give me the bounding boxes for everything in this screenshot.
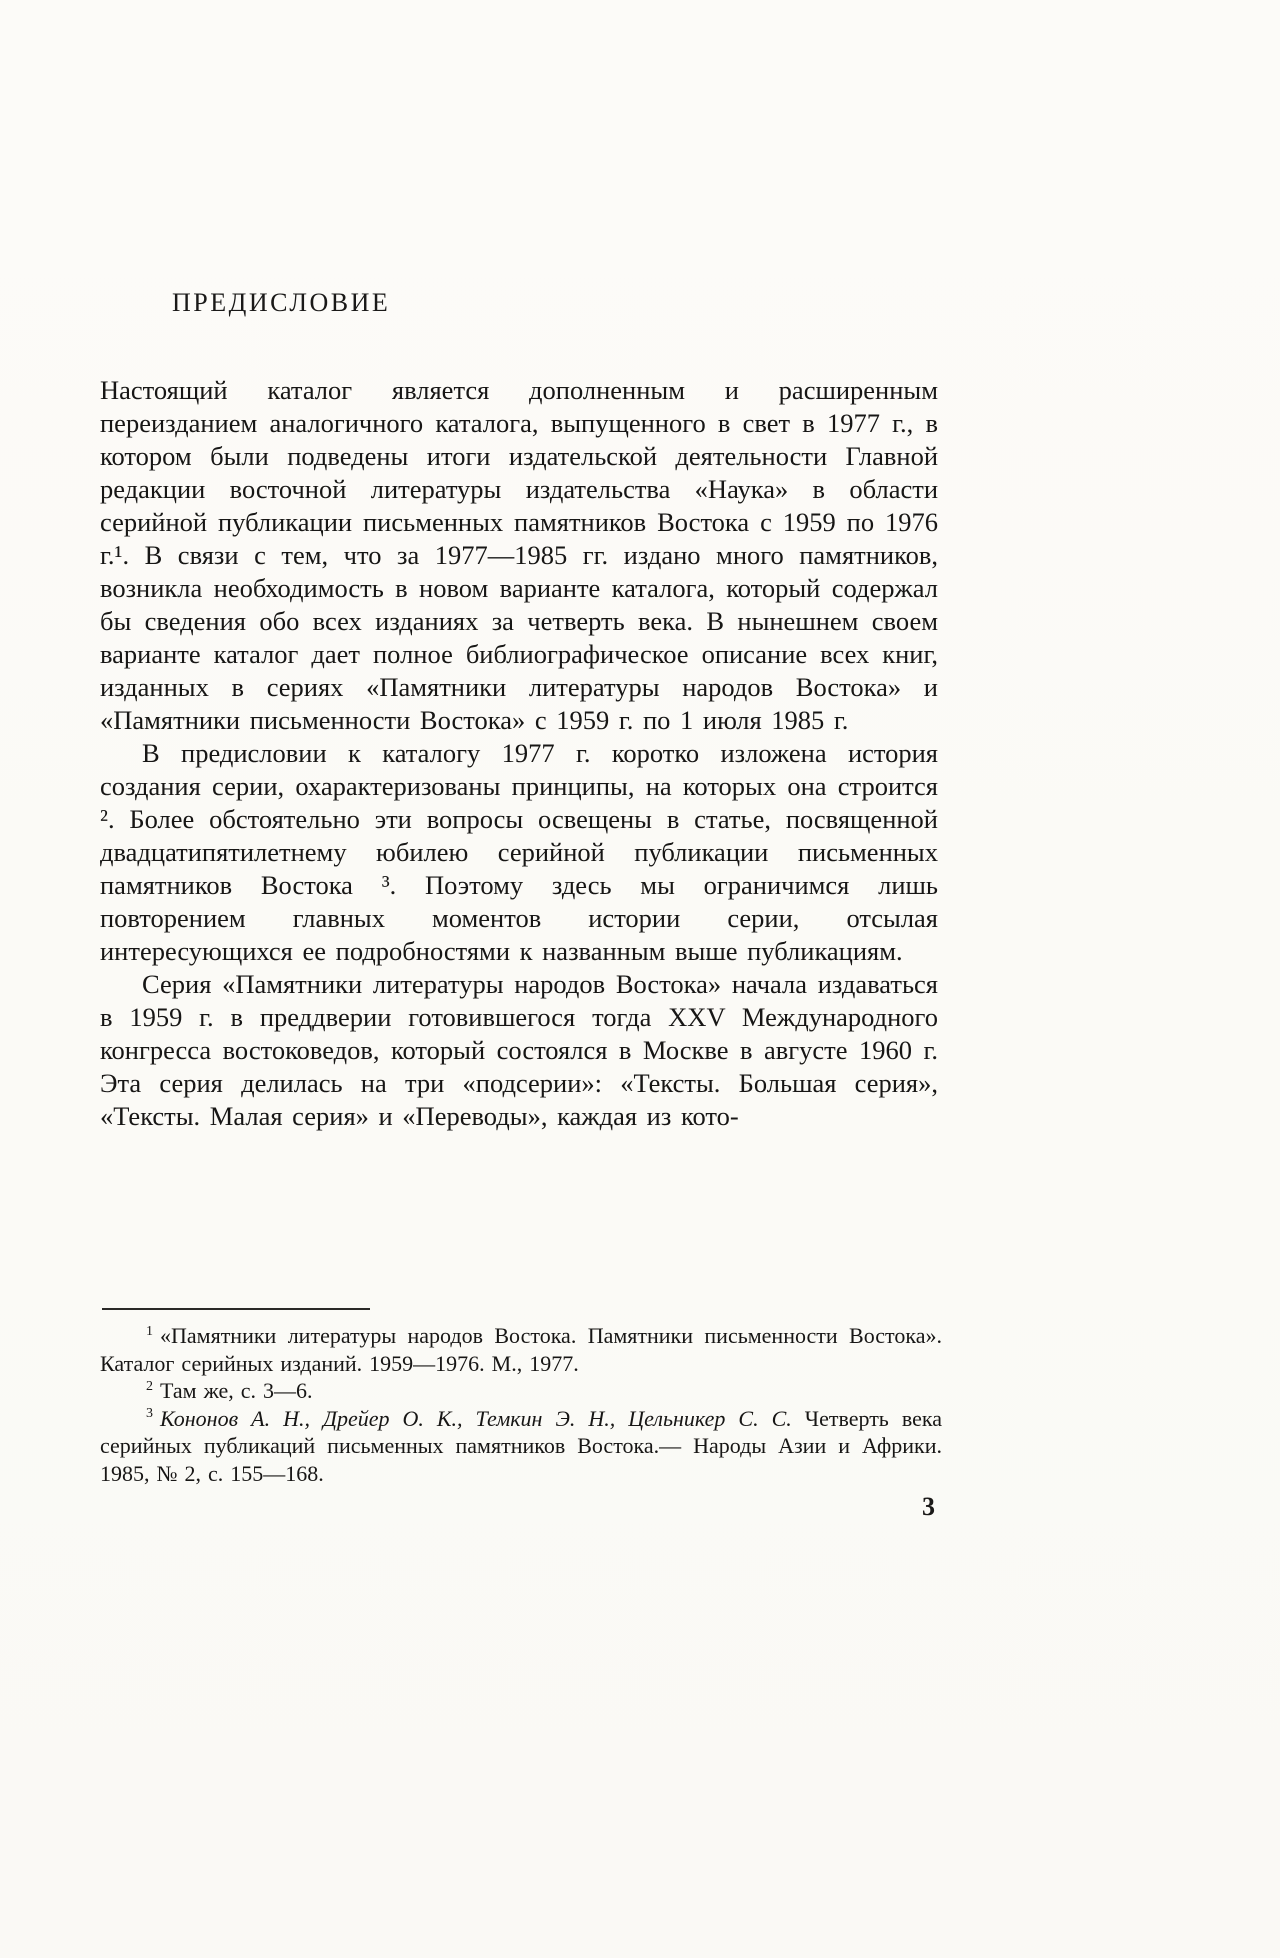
paragraph-1: Настоящий каталог является дополненным и расширенным переизданием аналогичного каталога, выпущенного в свет в 1977 г., в котором были подведены итоги издательской деятельности Главной редакции восточной литературы издательства «Наука» в области серийной публикации письменных памятников Востока с 1959 по 1976 г.¹. В связи с тем, что за 1977—1985 гг. издано много памятников, возникла необходимость в новом варианте каталога, который содержал бы сведения обо всех изданиях за четверть века. В нынешнем своем варианте каталог дает полное библиографическое описание всех книг, изданных в сериях «Памятники литературы народов Востока» и «Памятники письменности Востока» с 1959 г. по 1 июля 1985 г. xyxy=(100,375,938,735)
paragraph-2: В предисловии к каталогу 1977 г. коротко изложена история создания серии, охарактеризованы принципы, на которых она строится ². Более обстоятельно эти вопросы освещены в статье, посвященной двадцатипятилетнему юбилею серийной публикации письменных памятников Востока ³. Поэтому здесь мы ограничимся лишь повторением главных моментов истории серии, отсылая интересующихся ее подробностями к названным выше публикациям. xyxy=(100,738,938,966)
page-title: ПРЕДИСЛОВИЕ xyxy=(172,288,391,317)
footnote-marker-3: 3 xyxy=(146,1406,153,1422)
footnote-2 xyxy=(100,1377,942,1405)
page-number: 3 xyxy=(922,1492,935,1521)
footnote-1 xyxy=(100,1322,942,1377)
footnote-divider xyxy=(102,1308,370,1310)
footnote-text-2: Там же, с. 3—6. xyxy=(160,1378,313,1403)
body-text xyxy=(100,374,938,1133)
footnotes xyxy=(100,1322,942,1487)
paragraph-3: Серия «Памятники литературы народов Востока» начала издаваться в 1959 г. в преддверии готовившегося тогда XXV Международного конгресса востоковедов, который состоялся в Москве в августе 1960 г. Эта серия делилась на три «подсерии»: «Тексты. Большая серия», «Тексты. Малая серия» и «Переводы», каждая из кото- xyxy=(100,969,938,1131)
footnote-marker-2: 2 xyxy=(146,1378,153,1394)
footnote-authors-3: Кононов А. Н., Дрейер О. К., Темкин Э. Н., Цельникер С. С. xyxy=(160,1405,792,1431)
footnote-marker-1: 1 xyxy=(146,1323,153,1339)
footnote-3 xyxy=(100,1405,942,1488)
footnote-text-1: «Памятники литературы народов Востока. Памятники письменности Востока». Каталог серийных изданий. 1959—1976. М., 1977. xyxy=(100,1323,942,1376)
footnote-text-3: Четверть века серийных публикаций письменных памятников Востока.— Народы Азии и Африки. 1985, № 2, с. 155—168. xyxy=(100,1405,942,1486)
